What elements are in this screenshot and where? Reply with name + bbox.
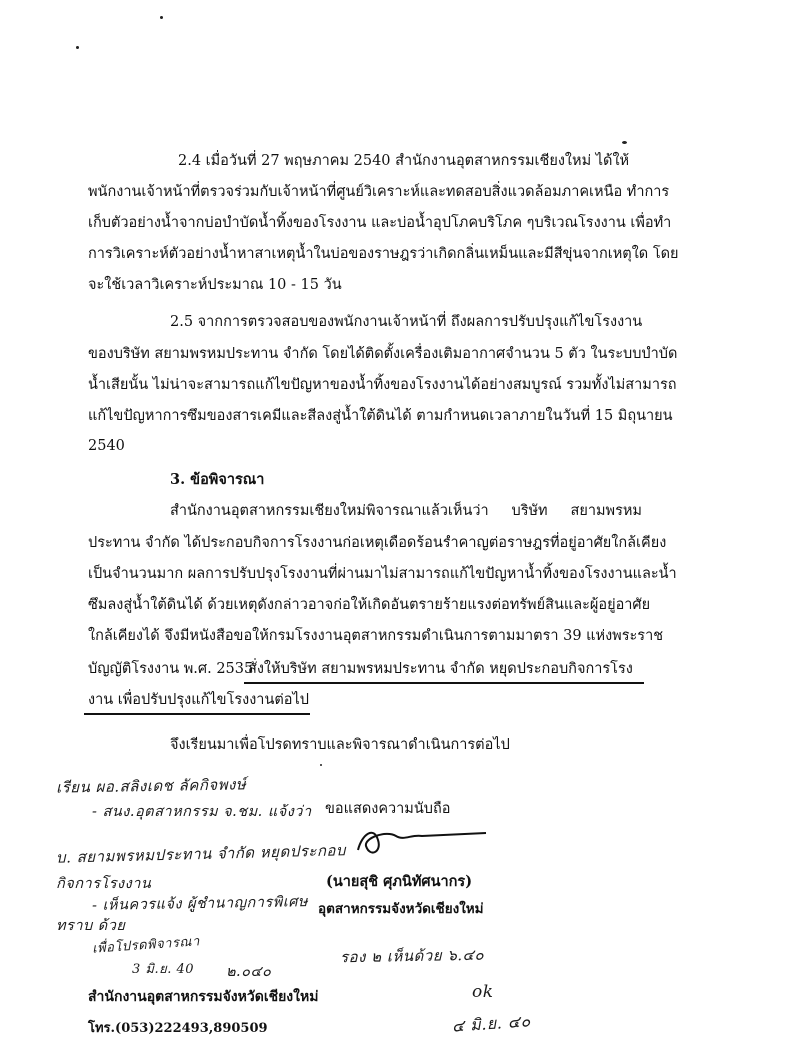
handwritten-note: บ. สยามพรหมประทาน จำกัด หยุดประกอบ	[55, 841, 347, 867]
paragraph-line: เป็นจำนวนมาก ผลการปรับปรุงโรงงานที่ผ่านมาไม่สามารถแก้ไขปัญหาน้ำทิ้งของโรงงานและน้ำ	[88, 566, 677, 582]
office-phone: โทร.(053)222493,890509	[88, 1021, 268, 1036]
paragraph-line: 2540	[88, 438, 125, 454]
handwritten-note: ๔ มิ.ย. ๔๐	[451, 1011, 532, 1036]
paragraph-line: ของบริษัท สยามพรหมประทาน จำกัด โดยได้ติดตั้งเครื่องเติมอากาศจำนวน 5 ตัว ในระบบบำบัด	[88, 346, 678, 362]
scan-speck	[622, 141, 627, 144]
underlined-order-text: งาน เพื่อปรับปรุงแก้ไขโรงงานต่อไป	[88, 692, 309, 708]
paragraph-line: แก้ไขปัญหาการซึมของสารเคมีและสีลงสู่น้ำใต้ดินได้ ตามกำหนดเวลาภายในวันที่ 15 มิถุนายน	[88, 408, 673, 424]
order-underline	[84, 713, 310, 715]
handwritten-note: - สนง.อุตสาหกรรม จ.ชม. แจ้งว่า	[92, 804, 312, 820]
handwritten-note: - เห็นควรแจ้ง ผู้ชำนาญการพิเศษ	[91, 894, 309, 914]
paragraph-line: ซึมลงสู่น้ำใต้ดินได้ ด้วยเหตุดังกล่าวอาจก่อให้เกิดอันตรายร้ายแรงต่อทรัพย์สินและผู้อยู่อาศัย	[88, 597, 651, 613]
handwritten-note: ๒.๐๔๐	[226, 964, 272, 980]
closing-sentence: จึงเรียนมาเพื่อโปรดทราบและพิจารณาดำเนินการต่อไป	[170, 737, 510, 753]
signer-position: อุตสาหกรรมจังหวัดเชียงใหม่	[318, 901, 484, 917]
paragraph-line: เก็บตัวอย่างน้ำจากบ่อบำบัดน้ำทิ้งของโรงงาน และบ่อน้ำอุปโภคบริโภค ๆบริเวณโรงงาน เพื่อทำ	[88, 215, 672, 231]
handwritten-note: รอง ๒ เห็นด้วย ๖.๔๐	[339, 945, 485, 967]
signer-name: (นายสุชิ ศุภนิทัศนากร)	[326, 873, 473, 890]
paragraph-line: ประทาน จำกัด ได้ประกอบกิจการโรงงานก่อเหตุเดือดร้อนรำคาญต่อราษฎรที่อยู่อาศัยใกล้เคียง	[88, 535, 667, 551]
paragraph-line: พนักงานเจ้าหน้าที่ตรวจร่วมกับเจ้าหน้าที่ศูนย์วิเคราะห์และทดสอบสิ่งแวดล้อมภาคเหนือ ทำการ	[88, 184, 670, 200]
regards-text: ขอแสดงความนับถือ	[325, 801, 451, 817]
office-name: สำนักงานอุตสาหกรรมจังหวัดเชียงใหม่	[88, 989, 319, 1005]
handwritten-note: เรียน ผอ.สลิงเดช ลัคกิจพงษ์	[55, 775, 247, 797]
signature-mark	[352, 820, 492, 860]
underlined-order-text: สั่งให้บริษัท สยามพรหมประทาน จำกัด หยุดประกอบกิจการโรง	[248, 661, 633, 677]
paragraph-line: จะใช้เวลาวิเคราะห์ประมาณ 10 - 15 วัน	[88, 277, 342, 293]
scan-speck	[160, 16, 163, 19]
handwritten-note: ทราบ ด้วย	[56, 918, 126, 934]
paragraph-line: น้ำเสียนั้น ไม่น่าจะสามารถแก้ไขปัญหาของน้ำทิ้งของโรงงานได้อย่างสมบูรณ์ รวมทั้งไม่สามารถ	[88, 377, 677, 393]
handwritten-note: เพื่อโปรดพิจารณา	[91, 934, 201, 957]
paragraph-line: 2.5 จากการตรวจสอบของพนักงานเจ้าหน้าที่ ถึงผลการปรับปรุงแก้ไขโรงงาน	[170, 314, 643, 330]
scan-speck	[320, 764, 322, 766]
section-heading: 3. ข้อพิจารณา	[170, 471, 265, 488]
handwritten-note: 3 มิ.ย. 40	[132, 962, 195, 977]
order-underline	[244, 682, 644, 684]
paragraph-line: 2.4 เมื่อวันที่ 27 พฤษภาคม 2540 สำนักงานอุตสาหกรรมเชียงใหม่ ได้ให้	[178, 153, 630, 169]
paragraph-line: ใกล้เคียงได้ จึงมีหนังสือขอให้กรมโรงงานอุตสาหกรรมดำเนินการตามมาตรา 39 แห่งพระราช	[88, 628, 664, 644]
paragraph-line: สำนักงานอุตสาหกรรมเชียงใหม่พิจารณาแล้วเห็นว่า บริษัท สยามพรหม	[170, 503, 642, 519]
paragraph-line: บัญญัติโรงงาน พ.ศ. 2535	[88, 661, 254, 677]
scan-speck	[76, 46, 79, 49]
handwritten-note: กิจการโรงงาน	[56, 876, 152, 892]
paragraph-line: การวิเคราะห์ตัวอย่างน้ำหาสาเหตุน้ำในบ่อของราษฎรว่าเกิดกลิ่นเหม็นและมีสีขุ่นจากเหตุใด โดย	[88, 246, 679, 262]
handwritten-note: ok	[472, 982, 494, 1002]
